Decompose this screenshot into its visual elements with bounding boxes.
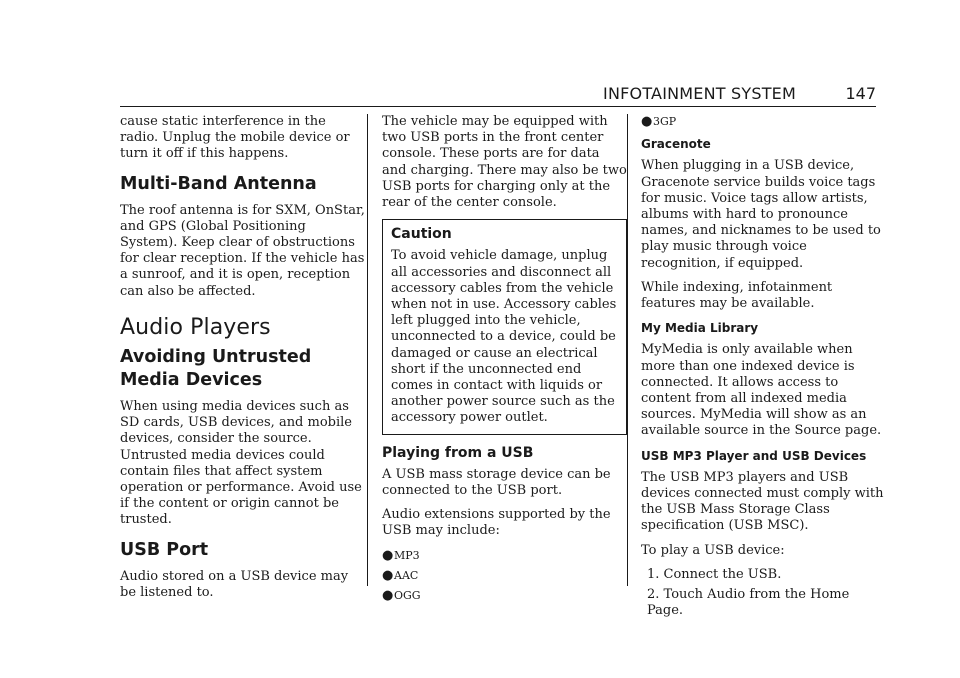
format-label: 3GP: [653, 115, 677, 128]
list-item: [382, 588, 627, 604]
play-usb-intro: To play a USB device:: [641, 542, 785, 558]
format-label: MP3: [394, 548, 420, 562]
format-label: AAC: [394, 568, 419, 582]
antenna-paragraph: The roof antenna is for SXM, OnStar, and GPS (Global Positioning System). Keep clear of obstructions for clear reception. If the vehicle has a sunroof, and it is open, reception can also be affected.: [120, 202, 365, 299]
usb-port-paragraph: Audio stored on a USB device may be listened to.: [120, 568, 349, 600]
column-2: [382, 114, 627, 610]
column-3: [641, 114, 886, 623]
playing-usb-heading: Playing from a USB: [382, 444, 534, 461]
caution-title: Caution: [391, 226, 452, 243]
untrusted-media-paragraph: When using media devices such as SD cards, USB devices, and mobile devices, consider the source. Untrusted media devices could contain files that affect system operation or performance. Avoid use if the content or origin cannot be trusted.: [120, 399, 362, 528]
format-label: OGG: [394, 589, 421, 603]
antenna-heading: Multi-Band Antenna: [120, 173, 317, 194]
gracenote-heading: Gracenote: [641, 137, 711, 152]
bullet-icon: ●: [382, 567, 394, 583]
bullet-icon: ●: [382, 547, 394, 563]
intro-paragraph: cause static interference in the radio. Unplug the mobile device or turn it off if this happens.: [120, 114, 350, 162]
indexing-paragraph: While indexing, infotainment features may be available.: [641, 279, 833, 312]
usb-port-heading: USB Port: [120, 539, 209, 560]
caution-text: To avoid vehicle damage, unplug all accessories and disconnect all accessory cables from the vehicle when not in use. Accessory cables left plugged into the vehicle, unconnected to a device, could be damaged or cause an electrical short if the unconnected end comes in contact with liquids or another power source such as the accessory power outlet.: [391, 248, 617, 426]
list-item: [382, 548, 627, 564]
mymedia-paragraph: MyMedia is only available when more than one indexed device is connected. It allows access to content from all indexed media sources. MyMedia will show as an available source in the Source page.: [641, 342, 882, 439]
extensions-paragraph: Audio extensions supported by the USB may include:: [382, 507, 611, 539]
format-list: [382, 548, 627, 605]
running-head-section: INFOTAINMENT SYSTEM: [603, 84, 796, 103]
play-usb-steps: [641, 567, 886, 620]
list-item: [641, 114, 886, 130]
list-item: 1. Connect the USB.: [647, 566, 782, 582]
caution-box: [382, 219, 627, 434]
usb-mp3-heading: USB MP3 Player and USB Devices: [641, 448, 867, 463]
list-item: [382, 568, 627, 584]
usb-ports-paragraph: The vehicle may be equipped with two USB ports in the front center console. These ports are for data and charging. There may also be two USB ports for charging only at the rear of the center console.: [382, 114, 627, 211]
usb-mp3-paragraph: The USB MP3 players and USB devices connected must comply with the USB Mass Storage Class specification (USB MSC).: [641, 469, 884, 534]
bullet-icon: ●: [382, 588, 394, 604]
untrusted-media-heading: Avoiding Untrusted Media Devices: [120, 347, 312, 391]
audio-players-heading: Audio Players: [120, 314, 271, 340]
gracenote-paragraph: When plugging in a USB device, Gracenote service builds voice tags for music. Voice tags allow artists, albums with hard to pronounce names, and nicknames to be used to play music through voice recognition, if equipped.: [641, 158, 881, 271]
running-head: [120, 84, 876, 107]
mymedia-heading: My Media Library: [641, 321, 759, 336]
playing-usb-paragraph: A USB mass storage device can be connected to the USB port.: [382, 466, 611, 499]
column-rule-1: [367, 114, 368, 586]
list-item: 2. Touch Audio from the Home Page.: [647, 587, 850, 619]
bullet-icon: ●: [641, 114, 653, 129]
format-list-continued: [641, 114, 886, 130]
column-rule-2: [627, 114, 628, 586]
page-number: 147: [845, 84, 876, 103]
column-1: [120, 114, 365, 609]
